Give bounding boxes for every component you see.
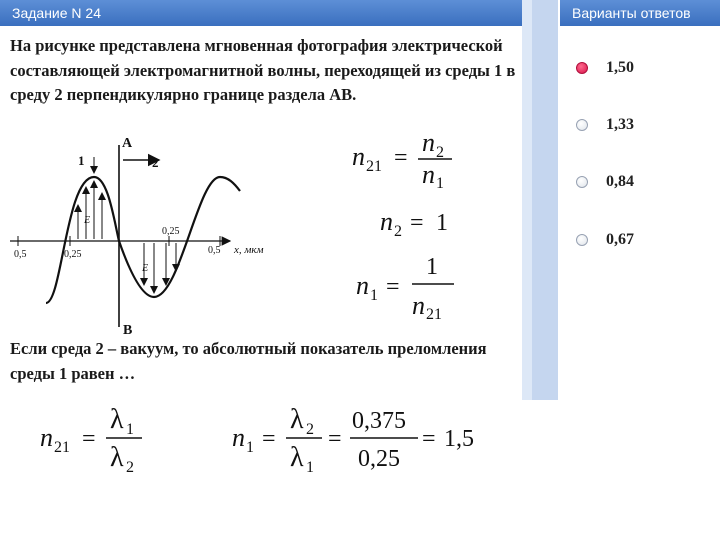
svg-text:λ: λ	[110, 442, 124, 473]
svg-text:λ: λ	[290, 404, 304, 435]
svg-text:21: 21	[426, 306, 442, 322]
vector-label: E	[84, 215, 91, 226]
answers-header	[560, 0, 720, 26]
tick-label-right-025: 0,25	[162, 226, 180, 237]
answer-option-1[interactable]	[576, 58, 634, 78]
answer-option-3[interactable]	[576, 172, 634, 192]
radio-icon[interactable]	[576, 119, 588, 131]
svg-text:=: =	[422, 426, 436, 452]
svg-text:1: 1	[436, 210, 448, 236]
vector-label: E	[142, 263, 149, 274]
answer-label: 1,33	[606, 116, 634, 133]
tick-label-left-025: 0,25	[64, 249, 82, 260]
svg-text:1: 1	[306, 459, 314, 476]
svg-text:n: n	[352, 142, 365, 171]
svg-text:21: 21	[54, 439, 70, 456]
svg-text:2: 2	[306, 421, 314, 438]
question-text-part2: Если среда 2 – вакуум, то абсолютный показатель преломления среды 1 равен …	[10, 339, 487, 383]
svg-text:1: 1	[246, 439, 254, 456]
formula-n1-result	[232, 400, 482, 476]
answer-label: 1,50	[606, 59, 634, 76]
svg-text:λ: λ	[290, 442, 304, 473]
svg-text:1: 1	[436, 175, 444, 189]
formula-n21-ratio	[352, 127, 462, 189]
formula-n2	[380, 204, 470, 240]
answers-title: Варианты ответов	[572, 5, 691, 21]
svg-text:n: n	[422, 128, 435, 157]
radio-icon[interactable]	[576, 234, 588, 246]
svg-text:=: =	[386, 274, 400, 300]
axis-label: x, мкм	[234, 244, 264, 256]
wave-medium-1	[46, 177, 119, 303]
answer-label: 0,67	[606, 231, 634, 248]
svg-text:=: =	[82, 426, 96, 452]
svg-text:n: n	[40, 423, 53, 452]
svg-text:2: 2	[436, 144, 444, 161]
svg-text:n: n	[412, 291, 425, 320]
task-header	[0, 0, 522, 26]
label-medium-1: 1	[78, 153, 85, 168]
answer-label: 0,84	[606, 173, 634, 190]
radio-selected-icon[interactable]	[576, 62, 588, 74]
answer-option-4[interactable]	[576, 230, 634, 250]
svg-text:n: n	[356, 271, 369, 300]
svg-text:1: 1	[370, 287, 378, 304]
svg-text:2: 2	[126, 459, 134, 476]
label-a: A	[122, 136, 133, 151]
svg-text:1: 1	[126, 421, 134, 438]
formula-n1-inverse	[356, 252, 466, 322]
svg-text:0,375: 0,375	[352, 408, 406, 434]
task-title: Задание N 24	[12, 5, 101, 21]
svg-text:=: =	[328, 426, 342, 452]
tick-label-right-05: 0,5	[208, 245, 221, 256]
svg-text:1: 1	[426, 254, 438, 280]
svg-text:0,25: 0,25	[358, 446, 400, 472]
wave-medium-2	[119, 177, 240, 297]
svg-text:=: =	[410, 210, 424, 236]
panel-separator-highlight	[522, 0, 532, 400]
svg-text:2: 2	[394, 223, 402, 240]
svg-text:n: n	[380, 207, 393, 236]
radio-icon[interactable]	[576, 176, 588, 188]
svg-text:21: 21	[366, 158, 382, 175]
svg-text:=: =	[262, 426, 276, 452]
label-b: B	[123, 323, 133, 335]
label-medium-2: 2	[152, 155, 159, 170]
wave-figure	[8, 135, 298, 335]
svg-text:n: n	[232, 423, 245, 452]
tick-label-left-05: 0,5	[14, 249, 27, 260]
answer-option-2[interactable]	[576, 115, 634, 135]
formula-n21-lambda	[40, 400, 160, 476]
question-text-part1: На рисунке представлена мгновенная фотография электрической составляющей электромагнитной волны, переходящей из среды 1 в среду 2 перпендикулярно границе раздела АВ.	[10, 36, 516, 104]
svg-text:=: =	[394, 145, 408, 171]
svg-text:n: n	[422, 160, 435, 189]
svg-text:1,5: 1,5	[444, 426, 474, 452]
svg-text:λ: λ	[110, 404, 124, 435]
